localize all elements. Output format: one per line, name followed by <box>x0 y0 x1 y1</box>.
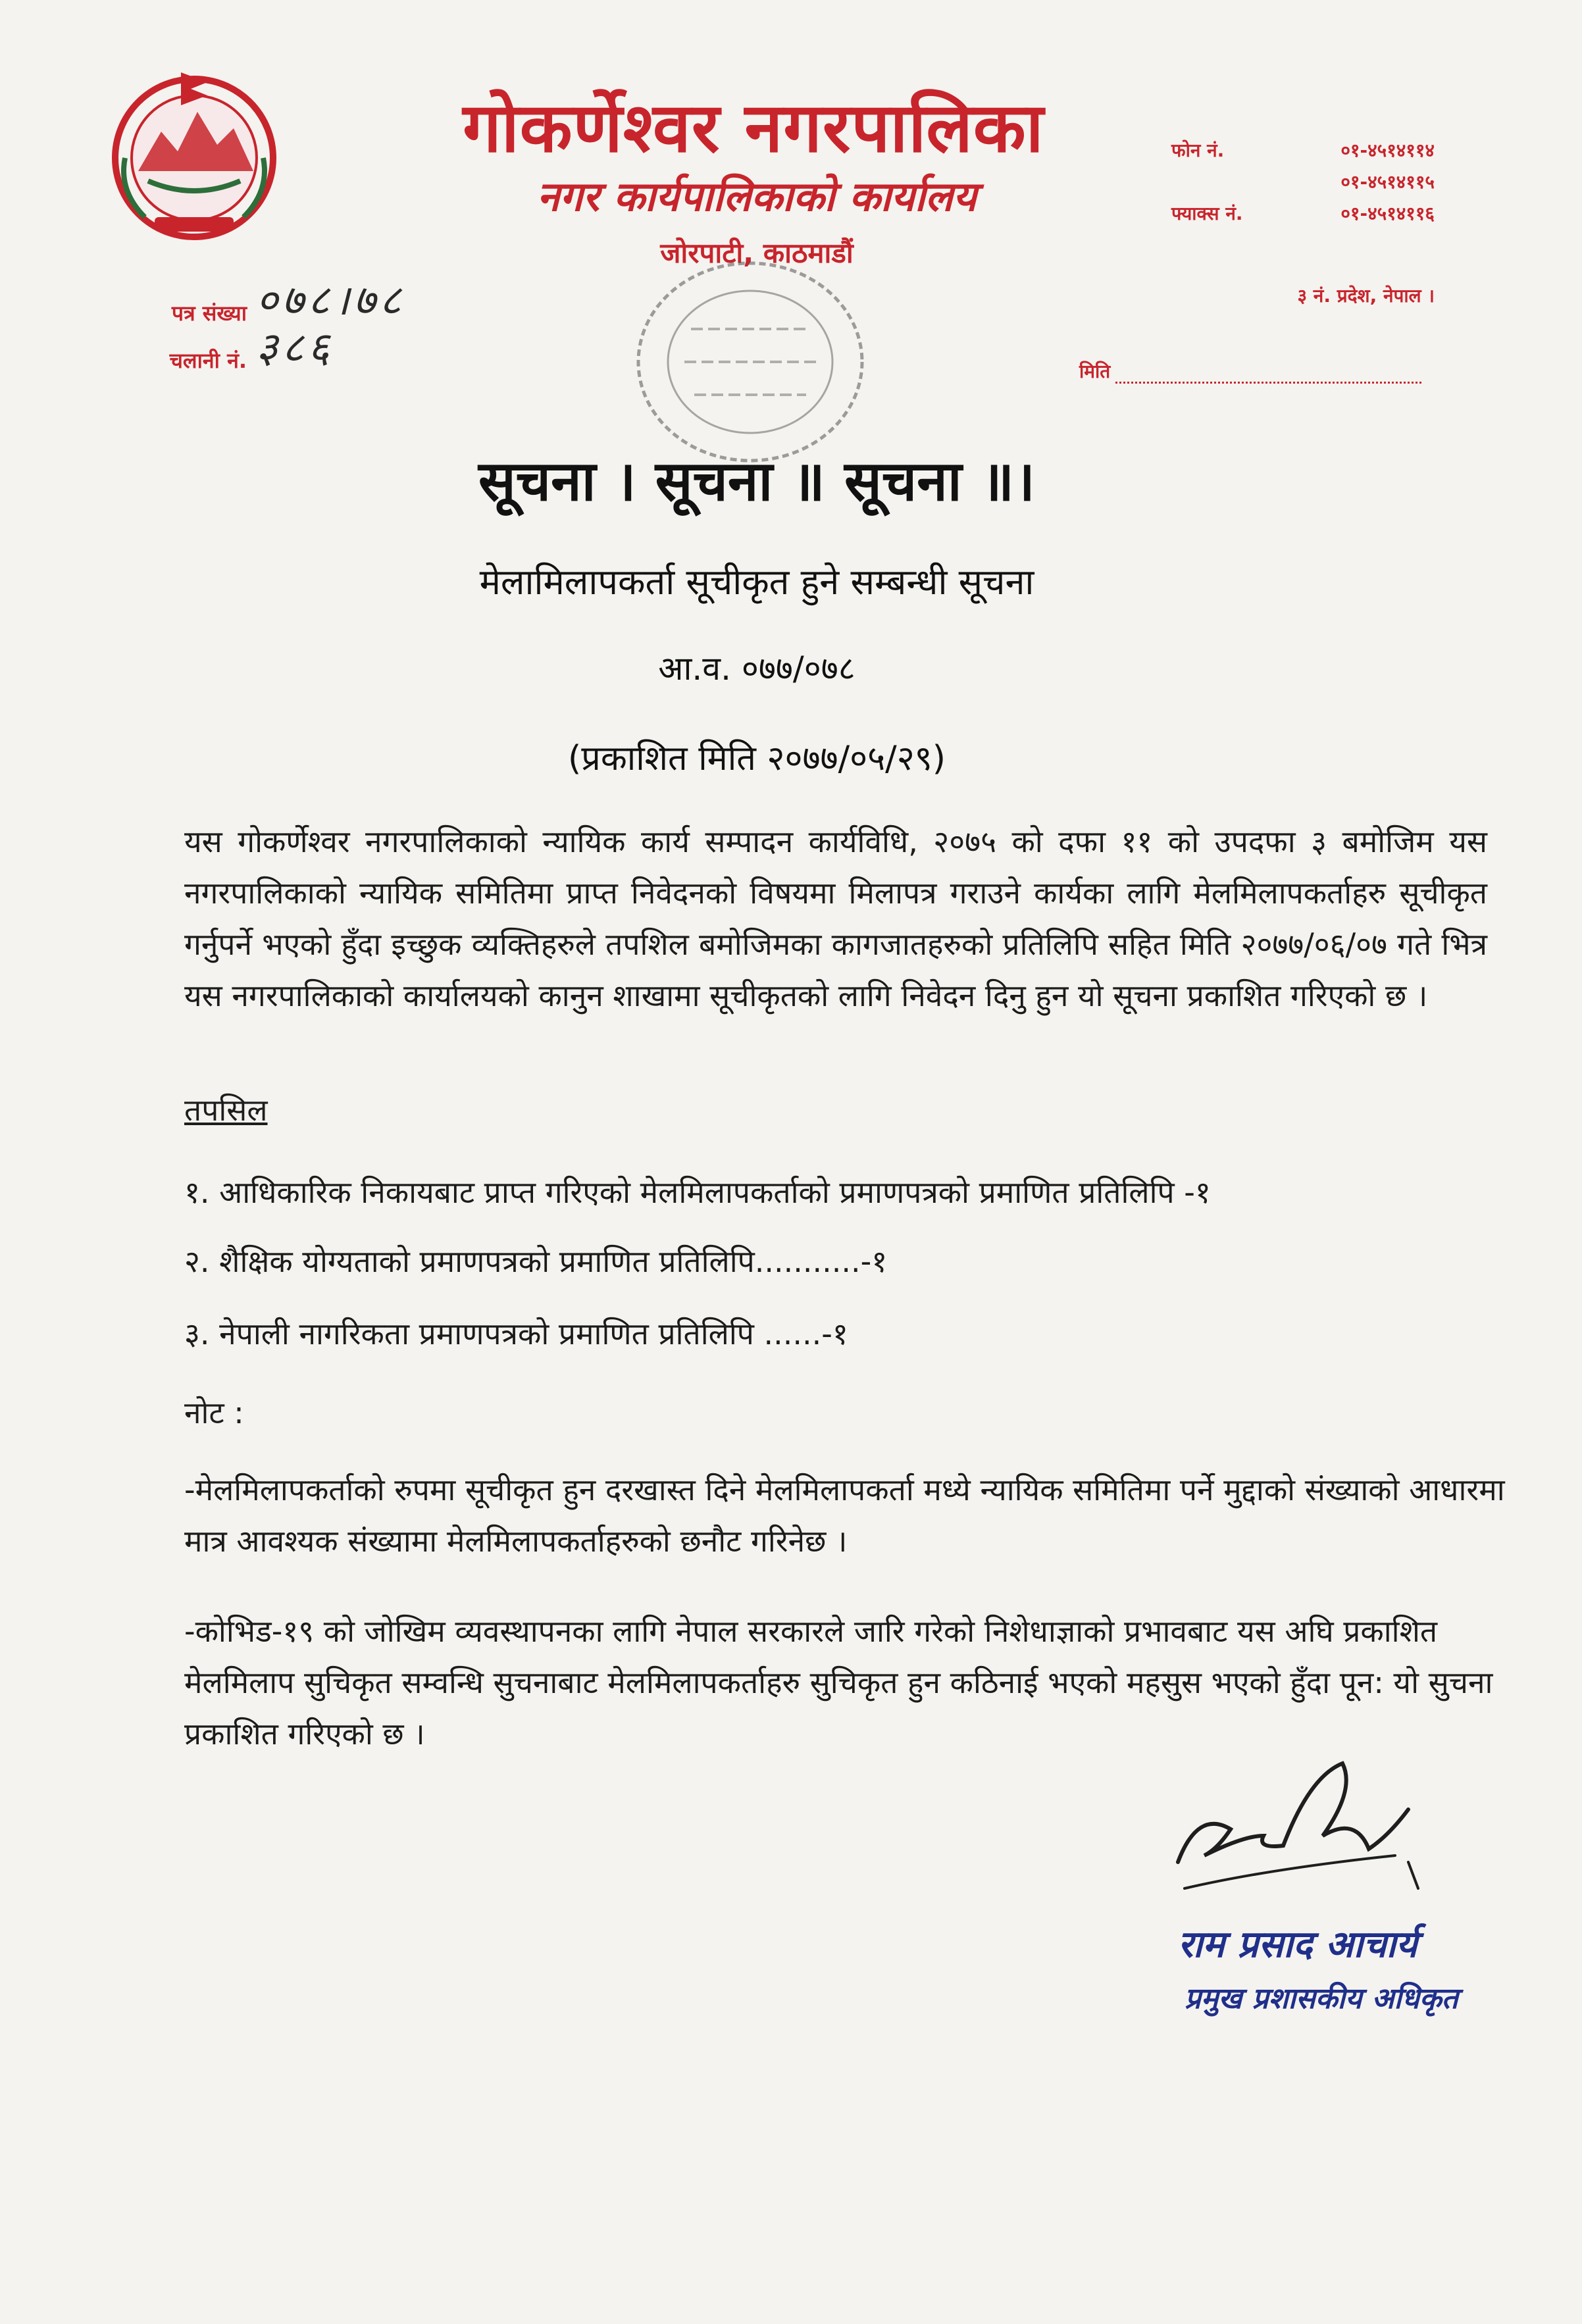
annex-item: ३. नेपाली नागरिकता प्रमाणपत्रको प्रमाणित प्रतिलिपि ......-१ <box>184 1316 848 1351</box>
fax-label: फ्याक्स नं. <box>1171 203 1243 224</box>
phone-label: फोन नं. <box>1171 139 1225 161</box>
published-date: (प्रकाशित मिति २०७७/०५/२९) <box>567 739 946 778</box>
note-item: -मेलमिलापकर्ताको रुपमा सूचीकृत हुन दरखास्त दिने मेलमिलापकर्ता मध्ये न्यायिक समितिमा पर्ने मुद्दाको संख्याको आधारमा मात्र आवश्यक संख्यामा मेलमिलापकर्ताहरुको छनौट गरिनेछ । <box>184 1472 1505 1559</box>
fax-number: ०१-४५१४११६ <box>1340 203 1435 224</box>
notice-subject: मेलामिलापकर्ता सूचीकृत हुने सम्बन्धी सूचना <box>479 561 1034 603</box>
notice-paragraph: यस गोकर्णेश्वर नगरपालिकाको न्यायिक कार्य सम्पादन कार्यविधि, २०७५ को दफा ११ को उपदफा ३ बमोजिम यस नगरपालिकाको न्यायिक समितिमा प्राप्त निवेदनको विषयमा मिलापत्र गराउने कार्यका लागि मेलमिलापकर्ताहरु सूचीकृत गर्नुपर्ने भएको हुँदा इच्छुक व्यक्तिहरुले तपशिल बमोजिमका कागजातहरुको प्रतिलिपि सहित मिति २०७७/०६/०७ गते भित्र यस नगरपालिकाको कार्यालयको कानुन शाखामा सूचीकृतको लागि निवेदन दिनु हुन यो सूचना प्रकाशित गरिएको छ । <box>184 824 1487 1013</box>
note-item: -कोभिड-१९ को जोखिम व्यवस्थापनका लागि नेपाल सरकारले जारि गरेको निशेधाज्ञाको प्रभावबाट यस अघि प्रकाशित मेलमिलाप सुचिकृत सम्वन्धि सुचनाबाट मेलमिलापकर्ताहरु सुचिकृत हुन कठिनाई भएको महसुस भएको हुँदा पून: यो सुचना प्रकाशित गरिएको छ । <box>184 1613 1493 1752</box>
patra-sankhya-label: पत्र संख्या <box>171 301 247 326</box>
chalani-row <box>128 324 405 374</box>
signer-title: प्रमुख प्रशासकीय अधिकृत <box>1185 1982 1458 2015</box>
annex-title: तपसिल <box>184 1092 268 1128</box>
date-blank <box>1115 362 1421 384</box>
note-title: नोट : <box>184 1395 244 1430</box>
annex-item: २. शैक्षिक योग्यताको प्रमाणपत्रको प्रमाणित प्रतिलिपि...........-१ <box>184 1244 888 1279</box>
date-line <box>1079 359 1421 384</box>
org-office: नगर कार्यपालिकाको कार्यालय <box>537 172 977 220</box>
chalani-label: चलानी नं. <box>169 348 247 373</box>
phone-row-2 <box>1171 166 1435 198</box>
nepal-emblem-icon <box>99 59 290 250</box>
annex-item: १. आधिकारिक निकायबाट प्राप्त गरिएको मेलमिलापकर्ताको प्रमाणपत्रको प्रमाणित प्रतिलिपि -१ <box>184 1175 1211 1210</box>
signer-name: राम प्रसाद आचार्य <box>1178 1923 1417 1966</box>
phone-row <box>1171 135 1435 166</box>
reference-block <box>128 276 405 374</box>
province: ३ नं. प्रदेश, नेपाल । <box>1297 285 1435 307</box>
signature-icon <box>1158 1737 1435 1895</box>
contact-block <box>1171 135 1435 230</box>
patra-sankhya-value: ०७८।७८ <box>256 276 405 325</box>
notice-heading: सूचना । सूचना ॥ सूचना ॥। <box>478 449 1036 513</box>
chalani-value: ३८६ <box>256 324 334 372</box>
fax-row <box>1171 198 1435 230</box>
date-label: मिति <box>1079 361 1111 382</box>
office-stamp-icon <box>612 250 888 467</box>
org-name: गोकर्णेश्वर नगरपालिका <box>463 88 1044 168</box>
fiscal-year: आ.व. ०७७/०७८ <box>658 649 855 688</box>
org-place: जोरपाटी, काठमाडौं <box>660 237 854 269</box>
phone-2: ०१-४५१४११५ <box>1340 171 1435 193</box>
phone-1: ०१-४५१४११४ <box>1340 139 1435 161</box>
